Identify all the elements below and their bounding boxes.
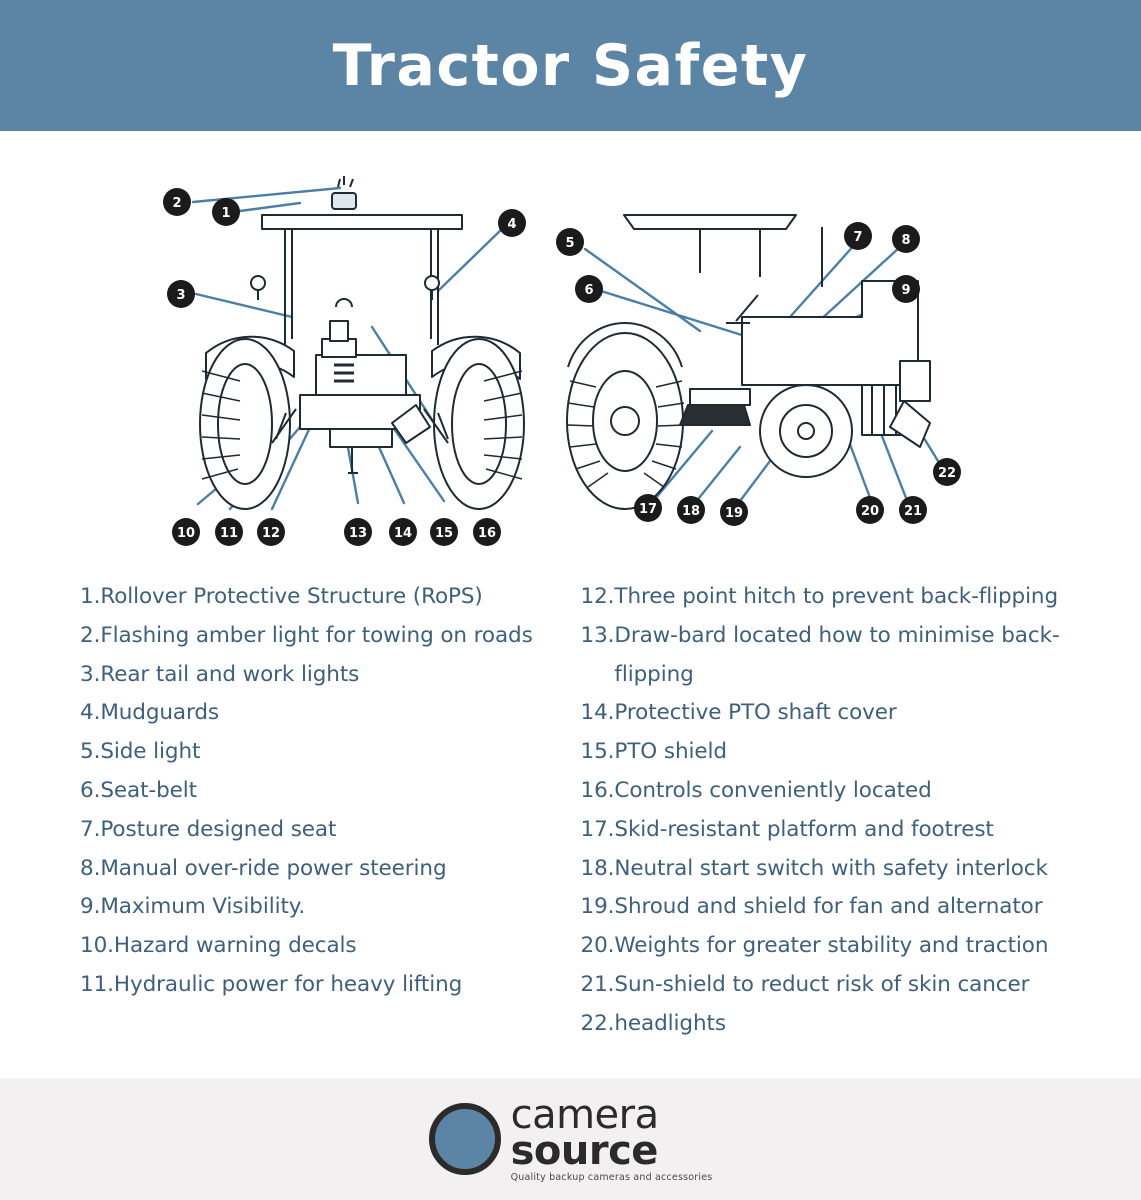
list-column-left [80, 578, 581, 1078]
list-item-number: 22. [580, 1010, 615, 1036]
list-item-text: Skid-resistant platform and footrest [614, 816, 994, 842]
list-item-number: 3. [80, 661, 101, 687]
list-item-text: Weights for greater stability and traction [614, 933, 1049, 959]
svg-text:7: 7 [853, 230, 863, 245]
list-item [80, 733, 563, 772]
svg-text:17: 17 [638, 502, 658, 517]
list-item-number: 9. [80, 894, 101, 920]
page-title: Tractor Safety [332, 32, 809, 99]
list-item-text: Rear tail and work lights [100, 661, 360, 687]
list-item-number: 16. [580, 777, 615, 803]
list-item-text: Hydraulic power for heavy lifting [113, 971, 463, 997]
svg-text:18: 18 [681, 504, 701, 519]
list-item-number: 8. [80, 855, 101, 881]
list-item-number: 17. [580, 816, 615, 842]
list-item-number: 20. [580, 933, 615, 959]
callout-19 [720, 498, 748, 526]
list-item-text: Neutral start switch with safety interlock [614, 855, 1048, 881]
callout-11 [215, 518, 243, 546]
callout-3 [167, 280, 195, 308]
svg-text:9: 9 [901, 283, 911, 298]
list-item [80, 772, 563, 811]
callout-21 [899, 496, 927, 524]
svg-text:15: 15 [434, 526, 454, 541]
list-item-text: Flashing amber light for towing on roads [100, 622, 533, 648]
safety-feature-lists [0, 578, 1141, 1078]
tractor-diagram [0, 131, 1141, 571]
callout-6 [575, 275, 603, 303]
list-item-text: Manual over-ride power steering [100, 855, 447, 881]
svg-text:21: 21 [903, 504, 923, 519]
list-item-number: 15. [580, 739, 615, 765]
callout-22 [933, 458, 961, 486]
list-item-text: Protective PTO shaft cover [614, 700, 897, 726]
list-item-number: 12. [580, 584, 615, 609]
rear-view-tractor [200, 176, 524, 509]
svg-text:14: 14 [393, 526, 413, 541]
callout-17 [634, 494, 662, 522]
callout-14 [389, 518, 417, 546]
svg-text:13: 13 [348, 526, 368, 541]
list-item-text: Side light [100, 739, 201, 765]
list-item [581, 811, 1082, 850]
list-item-text: Three point hitch to prevent back-flipping [614, 584, 1059, 609]
list-item-text: Maximum Visibility. [100, 894, 306, 920]
list-item-number: 5. [80, 739, 101, 765]
list-item [581, 888, 1082, 927]
callout-1 [212, 198, 240, 226]
svg-text:8: 8 [901, 233, 911, 248]
list-item-text: Posture designed seat [100, 816, 337, 842]
callout-15 [430, 518, 458, 546]
camera-lens-icon [429, 1103, 501, 1175]
list-item-text: headlights [614, 1010, 726, 1036]
list-item [581, 927, 1082, 966]
svg-text:10: 10 [176, 526, 196, 541]
brand-logo [429, 1092, 713, 1184]
list-item-text: Controls conveniently located [614, 777, 932, 803]
svg-text:22: 22 [937, 466, 957, 481]
list-item [80, 656, 563, 695]
svg-text:16: 16 [477, 526, 497, 541]
brand-wordmark [510, 1092, 713, 1184]
list-item [581, 850, 1082, 889]
callout-4 [498, 209, 526, 237]
list-item [80, 694, 563, 733]
list-item-text: Shroud and shield for fan and alternator [614, 894, 1043, 920]
callout-5 [556, 228, 584, 256]
list-item-text: Mudguards [100, 700, 220, 726]
callout-20 [856, 496, 884, 524]
list-item [581, 1005, 1082, 1044]
list-item-text: PTO shield [614, 739, 727, 765]
list-item [581, 617, 1082, 695]
brand-tagline: Quality backup cameras and accessories [510, 1172, 713, 1184]
page-footer [0, 1078, 1141, 1200]
svg-text:6: 6 [584, 283, 594, 298]
callout-8 [892, 225, 920, 253]
diagram-svg [0, 131, 1141, 571]
list-item-number: 1. [80, 584, 101, 609]
callout-2 [163, 188, 191, 216]
svg-text:1: 1 [221, 206, 231, 221]
list-item-text: Draw-bard located how to minimise back-flipping [614, 622, 1060, 687]
svg-text:5: 5 [565, 236, 575, 251]
list-item-number: 4. [80, 700, 101, 726]
list-item-number: 13. [580, 622, 615, 648]
list-item-number: 2. [80, 622, 101, 648]
callout-9 [892, 275, 920, 303]
svg-text:20: 20 [860, 504, 880, 519]
callout-7 [844, 222, 872, 250]
brand-name-line1: camera [510, 1092, 659, 1139]
list-item-number: 19. [580, 894, 615, 920]
list-item-number: 7. [80, 816, 101, 842]
callout-16 [473, 518, 501, 546]
list-item [581, 694, 1082, 733]
svg-text:2: 2 [172, 196, 182, 211]
callout-10 [172, 518, 200, 546]
list-item-number: 21. [580, 971, 615, 997]
svg-text:3: 3 [176, 288, 186, 303]
list-item [581, 966, 1082, 1005]
svg-text:4: 4 [507, 217, 517, 232]
list-item-text: Sun-shield to reduct risk of skin cancer [614, 971, 1030, 997]
list-item-text: Rollover Protective Structure (RoPS) [100, 584, 483, 609]
list-column-right [581, 578, 1082, 1078]
list-item-text: Seat-belt [100, 777, 197, 803]
page-header [0, 0, 1141, 131]
list-item [80, 850, 563, 889]
svg-text:11: 11 [219, 526, 239, 541]
list-item-number: 11. [80, 971, 114, 997]
list-item-number: 18. [580, 855, 615, 881]
list-item-text: Hazard warning decals [113, 933, 357, 959]
callout-13 [344, 518, 372, 546]
brand-name-line2: source [510, 1128, 658, 1175]
list-item [581, 733, 1082, 772]
list-item [80, 927, 563, 966]
callout-18 [677, 496, 705, 524]
list-item [80, 578, 563, 617]
list-item [80, 811, 563, 850]
list-item [80, 888, 563, 927]
callout-12 [257, 518, 285, 546]
list-item-number: 6. [80, 777, 101, 803]
list-item [80, 966, 563, 1005]
svg-text:12: 12 [261, 526, 281, 541]
side-view-tractor [567, 215, 930, 509]
list-item [80, 617, 563, 656]
list-item-number: 10. [80, 933, 114, 959]
list-item [581, 578, 1082, 617]
list-item-number: 14. [580, 700, 615, 726]
list-item [581, 772, 1082, 811]
svg-text:19: 19 [724, 506, 744, 521]
